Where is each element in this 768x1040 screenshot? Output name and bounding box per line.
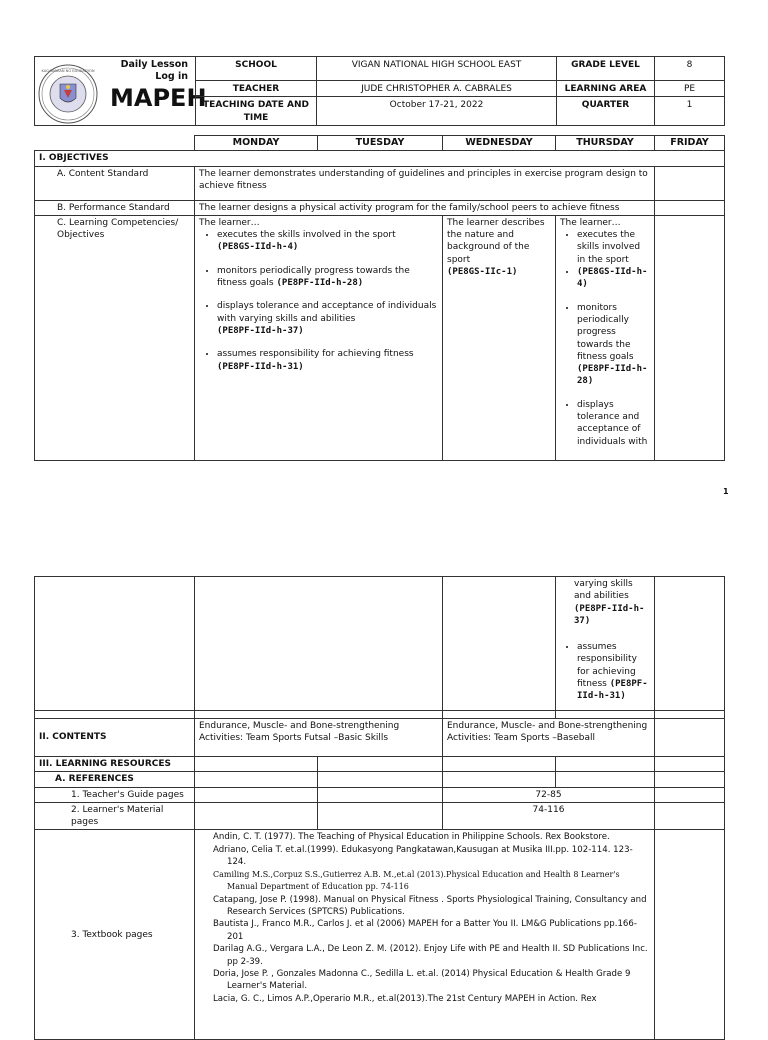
title-small: Daily Lesson Log in: [120, 59, 188, 82]
day-monday: MONDAY: [195, 136, 318, 151]
textbook-references: [195, 830, 655, 1040]
resources-heading: III. LEARNING RESOURCES: [35, 757, 195, 772]
spacer-cell: [443, 711, 556, 719]
empty-cell: [195, 772, 318, 787]
contents-mon-tue: Endurance, Muscle- and Bone-strengthening Activities: Team Sports Futsal –Basic Skills: [195, 719, 443, 757]
list-item: • assumes responsibility for achieving fitness (PE8PF-IId-h-31): [217, 348, 438, 373]
title-mapeh: MAPEH: [110, 84, 207, 112]
empty-cell: [655, 802, 725, 830]
area-value: PE: [655, 81, 725, 97]
continued-mon-tue: [195, 577, 443, 711]
performance-standard-label: B. Performance Standard: [35, 200, 195, 215]
grade-value: 8: [655, 57, 725, 81]
reference-entry: Adriano, Celia T. et.al.(1999). Edukasyong Pangkatawan,Kausugan at Musika III.pp. 102-114. 123-124.: [213, 844, 633, 868]
textbook-label: 3. Textbook pages: [35, 830, 195, 1040]
day-thursday: THURSDAY: [556, 136, 655, 151]
resources-table: [34, 576, 725, 1040]
day-wednesday: WEDNESDAY: [443, 136, 556, 151]
spacer-cell: [655, 711, 725, 719]
empty-cell: [443, 772, 556, 787]
empty-cell: [195, 787, 318, 802]
competencies-friday: [655, 215, 725, 460]
day-tuesday: TUESDAY: [318, 136, 443, 151]
competencies-mon-tue: [195, 215, 443, 460]
teachers-guide-label: 1. Teacher's Guide pages: [35, 787, 195, 802]
date-value: October 17-21, 2022: [317, 97, 557, 126]
wed-text: The learner describes the nature and background of the sport: [447, 217, 545, 265]
header-logo-cell: [35, 57, 196, 126]
empty-cell: [318, 772, 443, 787]
spacer-cell: [195, 711, 443, 719]
competency-code: (PE8GS-IId-h-4): [577, 267, 648, 290]
objectives-table: [34, 135, 725, 461]
competencies-label: C. Learning Competencies/ Objectives: [35, 215, 195, 460]
competency-code: (PE8GS-IId-h-4): [217, 242, 299, 253]
competency-code: (PE8PF-IId-h-28): [577, 364, 648, 387]
corner-cell: [35, 136, 195, 151]
empty-cell: [556, 757, 655, 772]
competency-code: (PE8PF-IId-h-37): [574, 603, 645, 626]
date-label: TEACHING DATE AND TIME: [196, 97, 317, 126]
reference-entry: Catapang, Jose P. (1998). Manual on Physical Fitness . Sports Physiological Training, Consultancy and Research Services (SPTCRS) Publications.: [213, 894, 647, 917]
page-number: 1: [723, 487, 729, 496]
list-item: • monitors periodically progress towards the fitness goals (PE8PF-IId-h-28): [217, 265, 438, 290]
thu-intro: The learner…: [560, 217, 621, 228]
competencies-wednesday: [443, 215, 556, 460]
empty-cell: [443, 757, 556, 772]
list-item: • displays tolerance and acceptance of individuals with varying skills and abilities (PE8PF-IId-h-37): [217, 300, 438, 337]
quarter-value: 1: [655, 97, 725, 126]
competency-code: (PE8PF-IId-h-37): [217, 325, 304, 336]
list-item: [577, 266, 650, 291]
empty-cell: [655, 757, 725, 772]
school-label: SCHOOL: [196, 57, 317, 81]
continued-label-cell: [35, 577, 195, 711]
mon-intro: The learner…: [199, 217, 260, 228]
svg-text:KAGAWARAN NG EDUKASYON: KAGAWARAN NG EDUKASYON: [41, 69, 95, 73]
empty-cell: [655, 772, 725, 787]
list-item: • executes the skills involved in the sport: [577, 229, 650, 266]
learners-material-value: 74-116: [443, 802, 655, 830]
contents-wed-thu: Endurance, Muscle- and Bone-strengthening Activities: Team Sports –Baseball: [443, 719, 655, 757]
competency-code: (PE8PF-IId-h-28): [276, 278, 364, 289]
competency-code: (PE8GS-IIc-1): [447, 267, 518, 278]
quarter-label: QUARTER: [557, 97, 655, 126]
reference-entry: Andin, C. T. (1977). The Teaching of Physical Education in Philippine Schools. Rex Bookstore.: [213, 832, 610, 843]
thu-item3-cont: varying skills and abilities: [574, 579, 633, 602]
spacer-cell: [35, 711, 195, 719]
list-item: • executes the skills involved in the sport (PE8GS-IId-h-4): [217, 229, 438, 254]
empty-cell: [655, 787, 725, 802]
empty-cell: [195, 757, 318, 772]
textbook-friday: [655, 830, 725, 1040]
continued-friday: [655, 577, 725, 711]
content-standard-label: A. Content Standard: [35, 166, 195, 200]
empty-cell: [556, 772, 655, 787]
learners-material-label: 2. Learner's Material pages: [35, 802, 195, 830]
performance-standard: The learner designs a physical activity program for the family/school peers to achieve fitness: [195, 200, 655, 215]
spacer-cell: [556, 711, 655, 719]
list-item: • monitors periodically progress towards the fitness goals (PE8PF-IId-h-28): [577, 302, 650, 388]
reference-entry: Bautista J., Franco M.R., Carlos J. et al (2006) MAPEH for a Batter You II. LM&G Publications pp.166-201: [213, 919, 637, 942]
empty-cell: [318, 787, 443, 802]
empty-cell: [195, 802, 318, 830]
competencies-thursday: [556, 215, 655, 460]
list-item: • displays tolerance and acceptance of individuals with: [577, 399, 650, 448]
teacher-value: JUDE CHRISTOPHER A. CABRALES: [317, 81, 557, 97]
contents-friday: [655, 719, 725, 757]
thu-objectives-list-cont: [560, 641, 650, 702]
teachers-guide-value: 72-85: [443, 787, 655, 802]
reference-entry: Darilag A.G., Vergara L.A., De Leon Z. M. (2012). Enjoy Life with PE and Health II. SD Publications Inc. pp 2-39.: [213, 944, 648, 967]
area-label: LEARNING AREA: [557, 81, 655, 97]
reference-entry: Doria, Jose P. , Gonzales Madonna C., Sedilla L. et.al. (2014) Physical Education & Health Grade 9 Learner's Material.: [213, 968, 631, 992]
empty-cell: [318, 757, 443, 772]
reference-entry: Lacia, G. C., Limos A.P.,Operario M.R., et.al(2013).The 21st Century MAPEH in Action. Rex: [213, 993, 597, 1004]
header-table: [34, 56, 725, 126]
day-friday: FRIDAY: [655, 136, 725, 151]
content-standard-friday: [655, 166, 725, 200]
contents-heading: II. CONTENTS: [35, 719, 195, 757]
empty-cell: [318, 802, 443, 830]
competency-code: (PE8PF-IId-h-31): [577, 679, 648, 702]
content-standard: The learner demonstrates understanding of guidelines and principles in exercise program design to achieve fitness: [195, 166, 655, 200]
references-heading: A. REFERENCES: [35, 772, 195, 787]
list-item: • assumes responsibility for achieving fitness (PE8PF-IId-h-31): [577, 641, 650, 702]
mon-objectives-list: [199, 229, 438, 373]
performance-standard-friday: [655, 200, 725, 215]
objectives-heading: I. OBJECTIVES: [35, 151, 725, 166]
continued-wednesday: [443, 577, 556, 711]
thu-objectives-list: [560, 229, 650, 448]
competency-code: (PE8PF-IId-h-31): [217, 361, 304, 372]
grade-label: GRADE LEVEL: [557, 57, 655, 81]
school-value: VIGAN NATIONAL HIGH SCHOOL EAST: [317, 57, 557, 81]
continued-thursday: [556, 577, 655, 711]
teacher-label: TEACHER: [196, 81, 317, 97]
reference-entry: Camiling M.S.,Corpuz S.S.,Gutierrez A.B. M.,et.al (2013).Physical Education and Health 8 Learner's Manual Department of Education pp. 74-116: [213, 869, 620, 892]
